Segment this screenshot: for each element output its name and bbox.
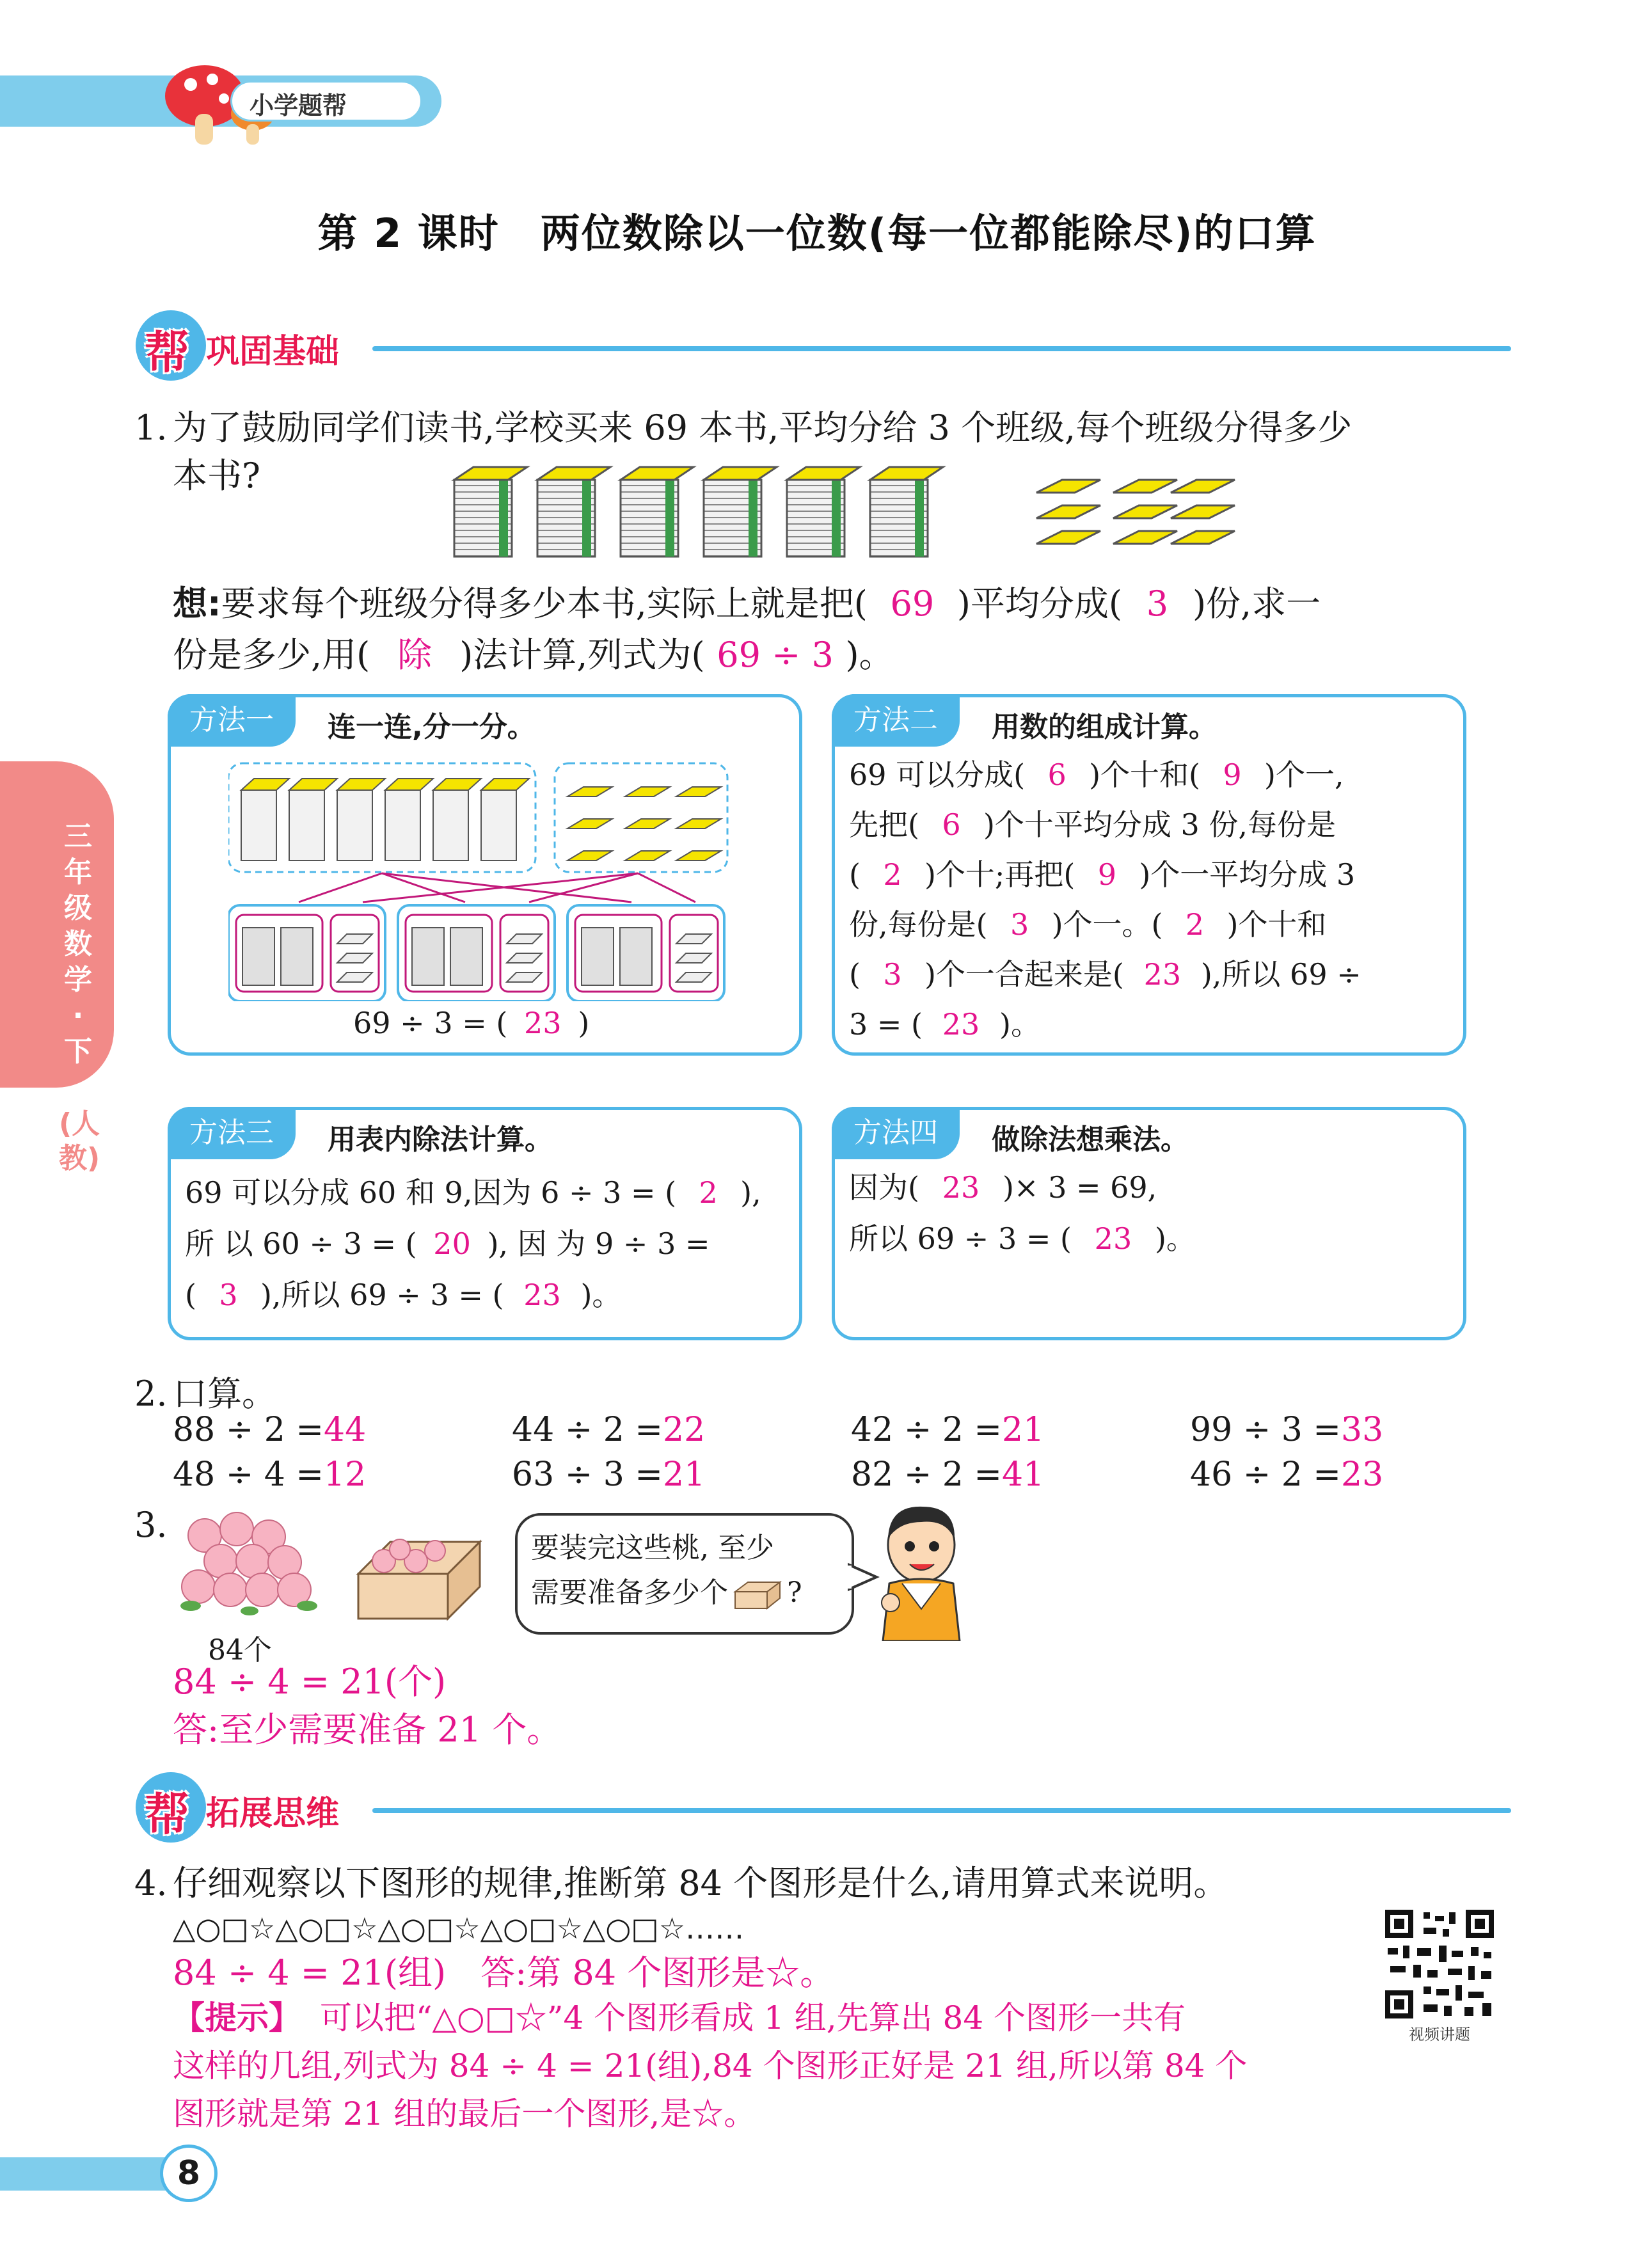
method4-title: 做除法想乘法。 (992, 1123, 1189, 1156)
method2-tab: 方法二 (832, 694, 960, 747)
method2-line1: 69 可以分成( 6 )个十和( 9 )个一, (849, 757, 1344, 792)
answer-expr: 69 ÷ 3 (717, 635, 834, 675)
side-tab-text: 三年级数学·下 (64, 820, 92, 1068)
q1-think-line2: 份是多少,用( 除 )法计算,列式为( 69 ÷ 3 )。 (173, 630, 894, 680)
q2-item: 63 ÷ 3 =21 (512, 1455, 706, 1494)
q3-answer-line1: 84 ÷ 4 = 21(个) (173, 1661, 447, 1702)
q4-answer: 84 ÷ 4 = 21(组) 答:第 84 个图形是☆。 (173, 1953, 835, 1993)
speech-bubble-tail (848, 1561, 880, 1593)
section-title: 拓展思维 (206, 1795, 340, 1833)
q1-think-line1: 想:要求每个班级分得多少本书,实际上就是把( 69 )平均分成( 3 )份,求一 (173, 579, 1321, 629)
method2-line6: 3 = ( 23 )。 (849, 1007, 1040, 1042)
method1-answer: 23 (524, 1006, 562, 1040)
method1-box (168, 694, 802, 1056)
method3-box (168, 1107, 802, 1340)
qr-label: 视频讲题 (1409, 2026, 1470, 2043)
section-badge-char: 帮 (145, 1788, 189, 1841)
method1-diagram (228, 758, 753, 1001)
answer-parts: 3 (1146, 583, 1169, 624)
method3-line1: 69 可以分成 60 和 9,因为 6 ÷ 3 = ( 2 ), (185, 1175, 761, 1210)
method3-tab: 方法三 (168, 1107, 296, 1159)
bubble-line1: 要装完这些桃, 至少 (531, 1532, 774, 1564)
q4-hint-line1: 【提示】 可以把“△○□☆”4 个图形看成 1 组,先算出 84 个图形一共有 (173, 1999, 1186, 2036)
box-icon (732, 1579, 783, 1611)
q2-item: 48 ÷ 4 =12 (173, 1455, 367, 1494)
q3-number: 3. (134, 1505, 168, 1545)
method3-title: 用表内除法计算。 (328, 1123, 553, 1156)
book-stack-icon (454, 467, 527, 557)
q4-number: 4. (134, 1863, 168, 1903)
method2-title: 用数的组成计算。 (992, 711, 1217, 743)
peach-box-icon (358, 1539, 480, 1619)
peach-count-label: 84个 (208, 1634, 272, 1667)
method2-line2: 先把( 6 )个十平均分成 3 份,每份是 (849, 807, 1337, 842)
method4-box (832, 1107, 1466, 1340)
think-label: 想: (173, 583, 221, 624)
page-title: 第 2 课时 两位数除以一位数(每一位都能除尽)的口算 (317, 210, 1317, 257)
q4-hint-line2: 这样的几组,列式为 84 ÷ 4 = 21(组),84 个图形正好是 21 组,所以第 84 个 (173, 2047, 1248, 2084)
header-label: 小学题帮 (250, 91, 347, 120)
q4-text: 仔细观察以下图形的规律,推断第 84 个图形是什么,请用算式来说明。 (173, 1863, 1228, 1903)
method2-line3: ( 2 )个十;再把( 9 )个一平均分成 3 (849, 857, 1356, 892)
answer-total: 69 (890, 583, 935, 624)
q3-answer-line2: 答:至少需要准备 21 个。 (173, 1709, 562, 1750)
answer-op: 除 (397, 635, 432, 675)
q1-text-line2: 本书? (173, 456, 260, 496)
method4-line2: 所以 69 ÷ 3 = ( 23 )。 (849, 1221, 1196, 1256)
side-tab-sub: (人教) (59, 1107, 100, 1175)
section-line (372, 1808, 1511, 1813)
method1-equation: 69 ÷ 3 = ( 23 ) (353, 998, 589, 1048)
qr-code-icon[interactable] (1385, 1910, 1494, 2018)
q1-number: 1. (134, 408, 168, 448)
section-line (372, 346, 1511, 351)
q2-item: 42 ÷ 2 =21 (851, 1411, 1045, 1449)
q2-item: 88 ÷ 2 =44 (173, 1411, 367, 1449)
q2-item: 82 ÷ 2 =41 (851, 1455, 1045, 1494)
section-title: 巩固基础 (206, 333, 340, 371)
q2-item: 99 ÷ 3 =33 (1190, 1411, 1384, 1449)
page-number: 8 (160, 2145, 218, 2202)
section-badge-char: 帮 (145, 326, 189, 379)
q2-title: 口算。 (173, 1374, 276, 1414)
q4-pattern: △○□☆△○□☆△○□☆△○□☆△○□☆…… (173, 1911, 745, 1946)
method2-line5: ( 3 )个一合起来是( 23 ),所以 69 ÷ (849, 957, 1361, 992)
method2-box (832, 694, 1466, 1056)
method2-line4: 份,每份是( 3 )个一。( 2 )个十和 (849, 907, 1327, 942)
method4-line1: 因为( 23 )× 3 = 69, (849, 1170, 1157, 1205)
books-illustration (448, 461, 1248, 563)
method1-title: 连一连,分一分。 (328, 711, 535, 743)
section-extend-header (136, 1772, 1511, 1843)
peach-icon (182, 1512, 311, 1606)
section-basic-header (136, 310, 1511, 381)
method3-line2: 所 以 60 ÷ 3 = ( 20 ), 因 为 9 ÷ 3 = (185, 1226, 710, 1261)
peaches-illustration (179, 1510, 512, 1625)
single-book-icon (1036, 480, 1235, 544)
q2-item: 44 ÷ 2 =22 (512, 1411, 706, 1449)
q2-number: 2. (134, 1374, 168, 1414)
q1-text-line1: 为了鼓励同学们读书,学校买来 69 本书,平均分给 3 个班级,每个班级分得多少 (173, 408, 1352, 448)
q4-hint-line3: 图形就是第 21 组的最后一个图形,是☆。 (173, 2095, 756, 2132)
method4-tab: 方法四 (832, 1107, 960, 1159)
method1-tab: 方法一 (168, 694, 296, 747)
bubble-line2: 需要准备多少个 ? (531, 1571, 802, 1615)
method3-line3: ( 3 ),所以 69 ÷ 3 = ( 23 )。 (185, 1278, 622, 1312)
boy-character-icon (876, 1500, 966, 1641)
q2-item: 46 ÷ 2 =23 (1190, 1455, 1384, 1494)
